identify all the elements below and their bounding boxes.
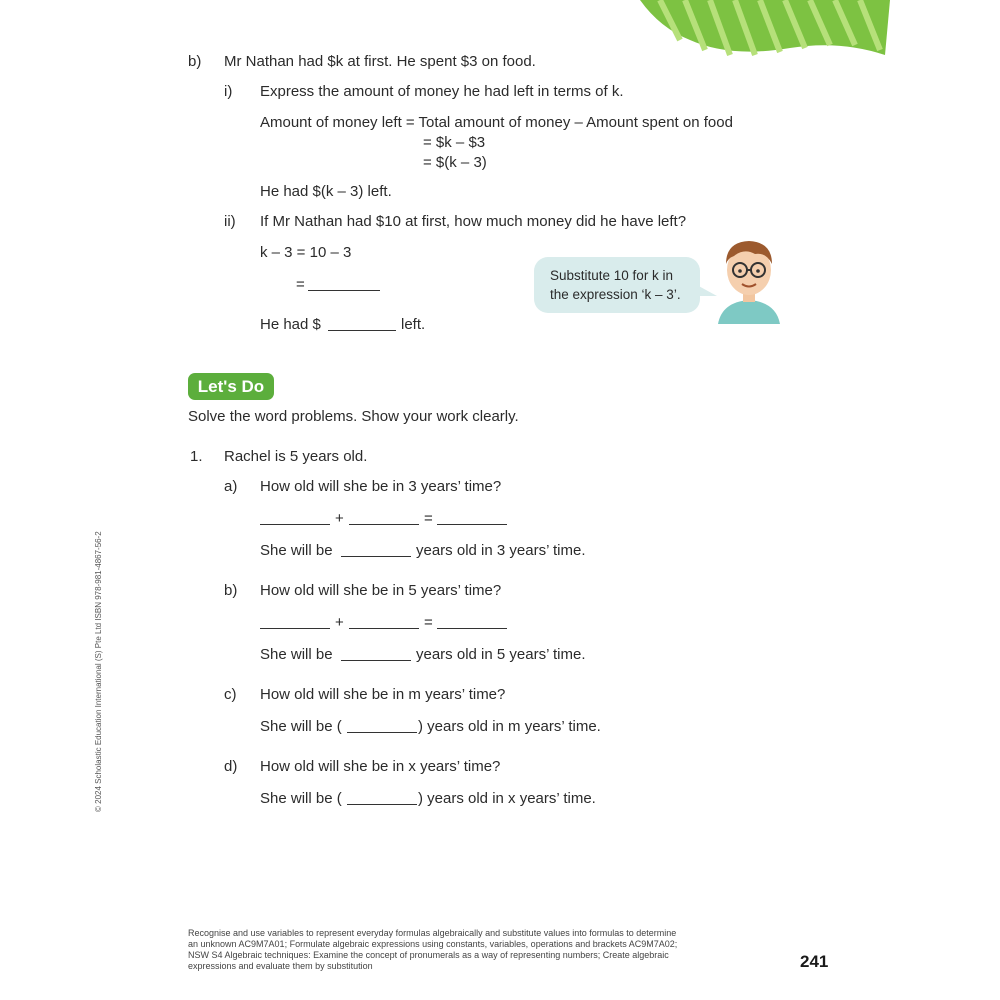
q-a-label: a) [224, 478, 238, 495]
q-c-question: How old will she be in m years’ time? [260, 686, 506, 703]
q-ii-blank-1[interactable] [308, 278, 380, 291]
q-ii-text: If Mr Nathan had $10 at first, how much money did he have left? [260, 213, 687, 230]
q-c-answer-blank[interactable] [347, 720, 417, 733]
problem-text: Rachel is 5 years old. [224, 448, 368, 465]
q-a-blank-3[interactable] [437, 512, 507, 525]
q-i-eq-3: = $(k – 3) [423, 154, 487, 171]
q-c-answer-pre: She will be ( [260, 718, 342, 735]
q-a-answer-blank[interactable] [341, 544, 411, 557]
q-i-answer: He had $(k – 3) left. [260, 183, 392, 200]
q-d-answer-pre: She will be ( [260, 790, 342, 807]
q-b-answer-post: years old in 5 years’ time. [416, 646, 586, 663]
q-b-plus: + [335, 614, 344, 631]
q-ii-eq-2: = [296, 276, 305, 293]
q-a-equals: = [424, 510, 433, 527]
q-b-blank-3[interactable] [437, 616, 507, 629]
q-a-blank-2[interactable] [349, 512, 419, 525]
q-a-question: How old will she be in 3 years’ time? [260, 478, 502, 495]
q-ii-answer-blank[interactable] [328, 318, 396, 331]
q-b-equals: = [424, 614, 433, 631]
curriculum-footer: Recognise and use variables to represent everyday formulas algebraically and substitute values into formulas to determine an unknown AC9M7A01; Formulate algebraic expressions using constants, variables, operations and brackets AC9M7A02; NSW S4 Algebraic techniques: Examine the concept of pronumerals as a way of representing numbers; Create algebraic expressions and evaluate them by substitution [188, 928, 678, 971]
copyright-note: © 2024 Scholastic Education International (S) Pte Ltd ISBN 978-981-4867-56-2 [94, 531, 103, 812]
header-banner [640, 0, 890, 60]
page-number: 241 [800, 952, 829, 971]
q-ii-label: ii) [224, 213, 236, 230]
q-ii-answer-pre: He had $ [260, 316, 321, 333]
q-b-answer-blank[interactable] [341, 648, 411, 661]
q-c-label: c) [224, 686, 237, 703]
q-c-answer-post: ) years old in m years’ time. [418, 718, 601, 735]
q-i-text: Express the amount of money he had left in terms of k. [260, 83, 624, 100]
q-b-blank-2[interactable] [349, 616, 419, 629]
q-b-label: b) [224, 582, 238, 599]
q-b-answer-pre: She will be [260, 646, 333, 663]
q-ii-answer-post: left. [401, 316, 426, 333]
problem-number: 1. [190, 448, 203, 465]
q-i-label: i) [224, 83, 233, 100]
q-ii-eq-1: k – 3 = 10 – 3 [260, 244, 352, 261]
q-a-blank-1[interactable] [260, 512, 330, 525]
q-a-answer-post: years old in 3 years’ time. [416, 542, 586, 559]
q-b-blank-1[interactable] [260, 616, 330, 629]
q-d-answer-blank[interactable] [347, 792, 417, 805]
q-i-eq-2: = $k – $3 [423, 134, 486, 151]
part-b-label: b) [188, 53, 202, 70]
q-d-label: d) [224, 758, 238, 775]
boy-icon [700, 234, 798, 324]
lets-do-instruction: Solve the word problems. Show your work clearly. [188, 408, 519, 425]
q-a-answer-pre: She will be [260, 542, 333, 559]
bubble-text: Substitute 10 for k in the expression ‘k – 3’. [550, 268, 681, 302]
q-d-question: How old will she be in x years’ time? [260, 758, 501, 775]
q-i-eq-1: Amount of money left = Total amount of money – Amount spent on food [260, 114, 733, 131]
q-b-question: How old will she be in 5 years’ time? [260, 582, 502, 599]
part-b-text: Mr Nathan had $k at first. He spent $3 on food. [224, 53, 536, 70]
lets-do-badge: Let's Do [188, 373, 274, 400]
q-a-plus: + [335, 510, 344, 527]
q-d-answer-post: ) years old in x years’ time. [418, 790, 596, 807]
